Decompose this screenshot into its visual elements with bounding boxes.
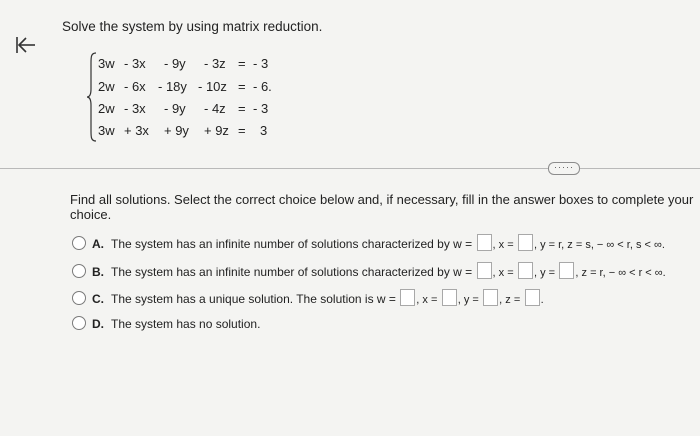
- expand-button[interactable]: ·····: [548, 162, 580, 175]
- choice-d-radio[interactable]: [72, 316, 86, 330]
- choice-b-w-input[interactable]: [477, 262, 492, 279]
- choice-a-text: The system has an infinite number of solutions characterized by w =: [111, 237, 473, 251]
- choice-b-radio[interactable]: [72, 264, 86, 278]
- choice-c-y-input[interactable]: [483, 289, 498, 306]
- choice-b-text: The system has an infinite number of solutions characterized by w =: [111, 265, 473, 279]
- choice-a-radio[interactable]: [72, 236, 86, 250]
- choice-a-x-input[interactable]: [518, 234, 533, 251]
- choice-d-letter: D.: [92, 317, 104, 331]
- choice-b[interactable]: B. The system has an infinite number of solutions characterized by w = , x = , y = , z = r, − ∞ < r < ∞.: [72, 262, 666, 282]
- choice-c-text: The system has a unique solution. The solution is w =: [111, 292, 396, 306]
- choice-d[interactable]: [72, 316, 260, 336]
- choice-b-letter: B.: [92, 265, 104, 279]
- instructions-text: Find all solutions. Select the correct choice below and, if necessary, fill in the answer boxes to complete your choice.: [70, 192, 694, 222]
- choice-d-text: The system has no solution.: [111, 317, 261, 331]
- question-title: Solve the system by using matrix reduction.: [62, 19, 323, 34]
- choice-a-w-input[interactable]: [477, 234, 492, 251]
- choice-b-x-input[interactable]: [518, 262, 533, 279]
- choice-c-letter: C.: [92, 292, 104, 306]
- choice-c-z-input[interactable]: [525, 289, 540, 306]
- choice-b-y-input[interactable]: [559, 262, 574, 279]
- section-divider: [0, 168, 700, 169]
- back-arrow-icon[interactable]: [14, 34, 38, 56]
- choice-c-radio[interactable]: [72, 291, 86, 305]
- choice-a[interactable]: A. The system has an infinite number of solutions characterized by w = , x = , y = r, z = s, − ∞ < r, s < ∞.: [72, 234, 665, 254]
- choice-c[interactable]: C. The system has a unique solution. The solution is w = , x = , y = , z = .: [72, 289, 544, 309]
- system-brace: [86, 51, 98, 143]
- choice-c-x-input[interactable]: [442, 289, 457, 306]
- choice-c-w-input[interactable]: [400, 289, 415, 306]
- choice-a-letter: A.: [92, 237, 104, 251]
